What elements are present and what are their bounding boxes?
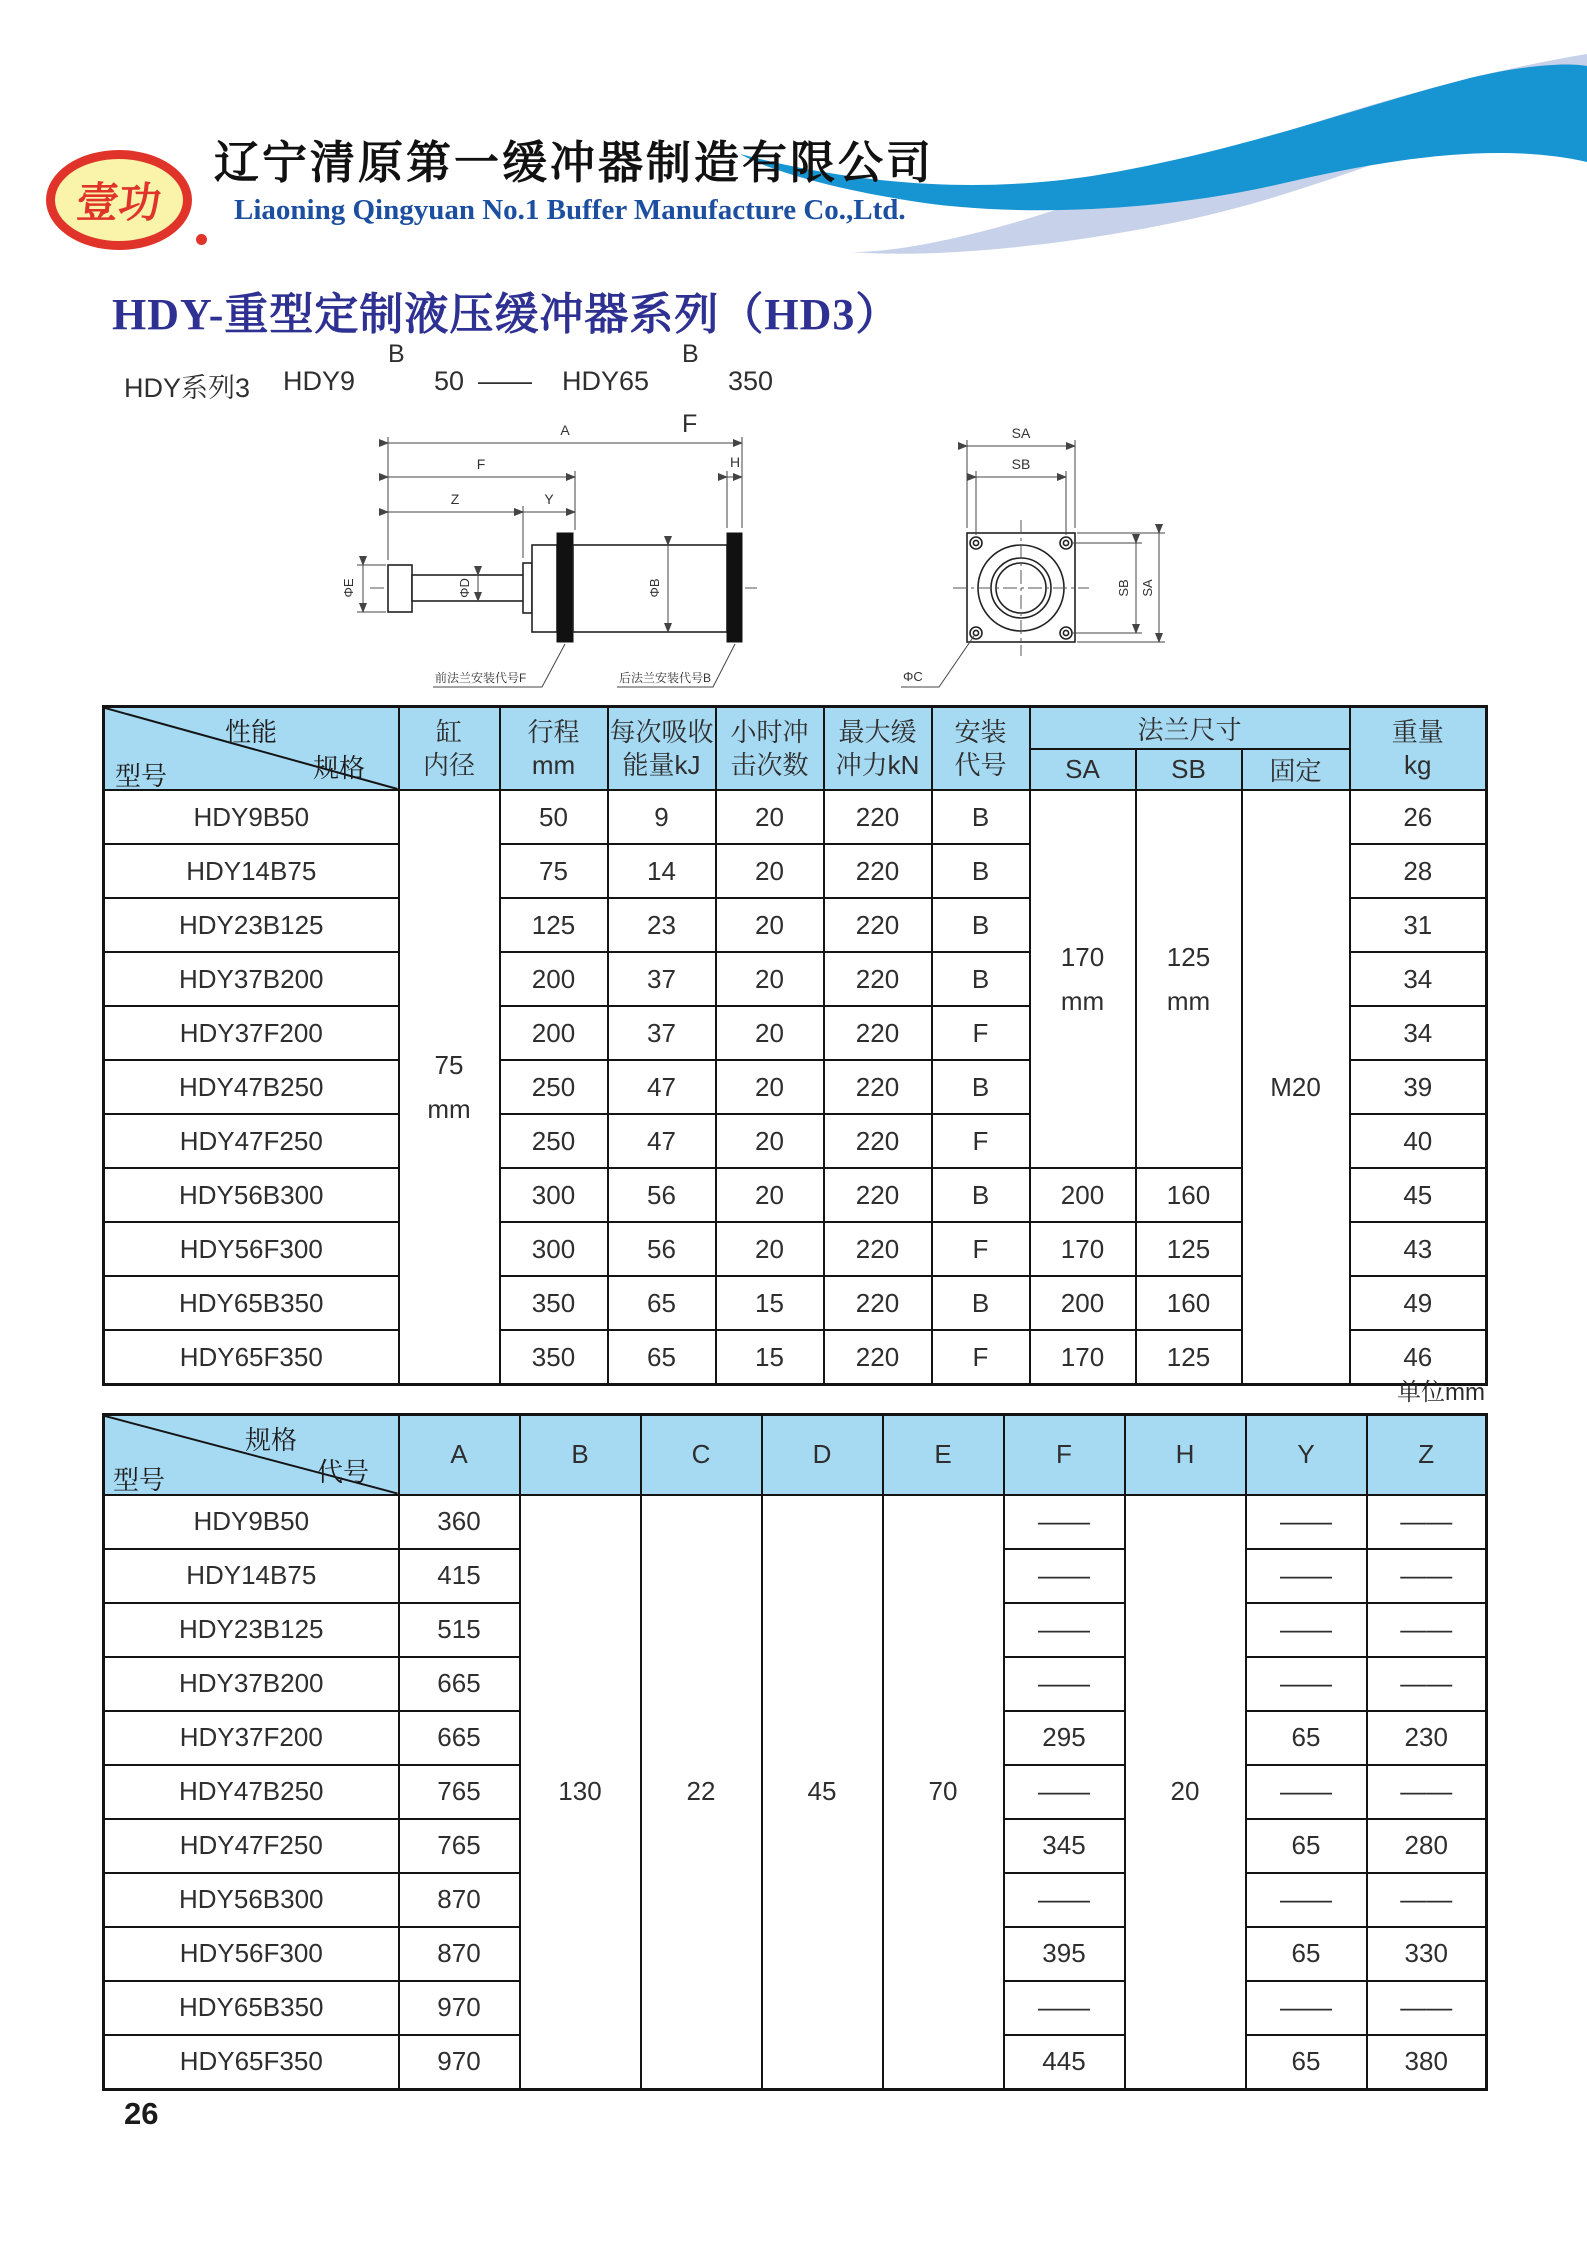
cell-stroke: 250 (500, 1114, 608, 1168)
cell-weight: 28 (1350, 844, 1487, 898)
cell-energy: 65 (608, 1330, 716, 1385)
cell-z: 280 (1367, 1819, 1487, 1873)
cell-model: HDY23B125 (104, 1603, 399, 1657)
header-flange-group: 法兰尺寸 (1030, 707, 1350, 750)
cell-model: HDY56F300 (104, 1222, 399, 1276)
header-fix: 固定 (1242, 749, 1350, 790)
dim-label-sb-top: SB (1011, 456, 1031, 472)
cell-model: HDY14B75 (104, 1549, 399, 1603)
table2-diagonal-header (104, 1415, 399, 1495)
cell-sa-merged: 170 mm (1030, 790, 1136, 1168)
cell-code: B (932, 898, 1030, 952)
cell-model: HDY9B50 (104, 790, 399, 844)
cell-bore-merged: 75 mm (399, 790, 500, 1385)
cell-fix-merged: M20 (1242, 790, 1350, 1385)
cell-model: HDY56B300 (104, 1168, 399, 1222)
header-col-e: E (883, 1415, 1004, 1495)
cell-sa: 200 (1030, 1276, 1136, 1330)
cell-code: B (932, 952, 1030, 1006)
cell-a: 765 (399, 1765, 520, 1819)
cell-a: 870 (399, 1927, 520, 1981)
cell-code: B (932, 1060, 1030, 1114)
cell-energy: 37 (608, 1006, 716, 1060)
header-impacts: 小时冲 击次数 (716, 707, 824, 791)
cell-a: 765 (399, 1819, 520, 1873)
cell-a: 515 (399, 1603, 520, 1657)
cell-energy: 23 (608, 898, 716, 952)
cell-energy: 56 (608, 1168, 716, 1222)
cell-code: B (932, 844, 1030, 898)
cell-energy: 37 (608, 952, 716, 1006)
header-spec: 规格 (245, 1425, 298, 1455)
cell-z: —— (1367, 1873, 1487, 1927)
cell-a: 360 (399, 1495, 520, 1549)
model-range-end: HDY65 (562, 366, 650, 396)
cell-impacts: 20 (716, 790, 824, 844)
cell-impacts: 20 (716, 1168, 824, 1222)
cell-force: 220 (824, 1114, 932, 1168)
cell-weight: 34 (1350, 1006, 1487, 1060)
header-col-c: C (641, 1415, 762, 1495)
model-range-start-code: B (388, 340, 405, 368)
cell-stroke: 350 (500, 1276, 608, 1330)
cell-stroke: 50 (500, 790, 608, 844)
cell-weight: 26 (1350, 790, 1487, 844)
header-spec: 规格 (313, 753, 366, 783)
cell-impacts: 20 (716, 952, 824, 1006)
cell-y: —— (1246, 1549, 1367, 1603)
rear-flange-label: 后法兰安装代号B (619, 671, 712, 685)
cell-model: HDY37B200 (104, 952, 399, 1006)
cell-f: —— (1004, 1873, 1125, 1927)
dim-label-sb-right: SB (1116, 579, 1131, 597)
cell-force: 220 (824, 1168, 932, 1222)
model-range-end-code-bottom: F (682, 410, 698, 438)
header-mount-code: 安装 代号 (932, 707, 1030, 791)
cell-weight: 34 (1350, 952, 1487, 1006)
flange-face-view-drawing (895, 400, 1225, 700)
cell-f: 395 (1004, 1927, 1125, 1981)
cell-code: B (932, 1168, 1030, 1222)
cell-force: 220 (824, 1330, 932, 1385)
model-range-start: HDY9 (283, 366, 356, 396)
cell-code: B (932, 1276, 1030, 1330)
cell-y: 65 (1246, 1927, 1367, 1981)
cell-force: 220 (824, 952, 932, 1006)
cell-model: HDY14B75 (104, 844, 399, 898)
cell-a: 970 (399, 2035, 520, 2090)
page-title: HDY-重型定制液压缓冲器系列（HD3） (112, 290, 901, 339)
cell-stroke: 200 (500, 952, 608, 1006)
front-flange-label: 前法兰安装代号F (435, 671, 527, 685)
table-row (104, 1495, 1487, 1549)
cell-stroke: 300 (500, 1168, 608, 1222)
cell-weight: 45 (1350, 1168, 1487, 1222)
cell-impacts: 15 (716, 1330, 824, 1385)
cell-energy: 9 (608, 790, 716, 844)
cell-energy: 56 (608, 1222, 716, 1276)
cell-z: 330 (1367, 1927, 1487, 1981)
cell-impacts: 20 (716, 898, 824, 952)
cell-a: 970 (399, 1981, 520, 2035)
cell-weight: 31 (1350, 898, 1487, 952)
cell-impacts: 20 (716, 1006, 824, 1060)
logo-dot-icon (196, 234, 207, 245)
cell-force: 220 (824, 844, 932, 898)
model-range-end-value: 350 (728, 366, 774, 396)
header-weight: 重量 kg (1350, 707, 1487, 791)
buffer-side-view-drawing (265, 420, 765, 710)
cell-model: HDY65F350 (104, 1330, 399, 1385)
company-name-english: Liaoning Qingyuan No.1 Buffer Manufacture Co.,Ltd. (234, 194, 906, 226)
cell-a: 665 (399, 1711, 520, 1765)
cell-model: HDY65B350 (104, 1981, 399, 2035)
model-series-label: HDY系列3 (124, 373, 251, 403)
cell-sb: 160 (1136, 1168, 1242, 1222)
cell-impacts: 20 (716, 844, 824, 898)
dim-label-sa-top: SA (1011, 425, 1031, 441)
model-range-end-code-top: B (682, 340, 699, 368)
header-bore: 缸 内径 (399, 707, 500, 791)
cell-model: HDY47F250 (104, 1114, 399, 1168)
header-energy: 每次吸收 能量kJ (608, 707, 716, 791)
cell-weight: 40 (1350, 1114, 1487, 1168)
cell-impacts: 15 (716, 1276, 824, 1330)
cell-z: —— (1367, 1765, 1487, 1819)
cell-y: —— (1246, 1873, 1367, 1927)
cell-impacts: 20 (716, 1060, 824, 1114)
cell-force: 220 (824, 898, 932, 952)
cell-sb: 125 (1136, 1222, 1242, 1276)
cell-z: —— (1367, 1981, 1487, 2035)
cell-model: HDY9B50 (104, 1495, 399, 1549)
dim-label-y: Y (544, 491, 554, 507)
cell-sa: 170 (1030, 1222, 1136, 1276)
cell-sb: 125 (1136, 1330, 1242, 1385)
header-col-f: F (1004, 1415, 1125, 1495)
header-col-b: B (520, 1415, 641, 1495)
cell-weight: 43 (1350, 1222, 1487, 1276)
dim-label-f: F (476, 456, 486, 472)
cell-f: 345 (1004, 1819, 1125, 1873)
cell-z: —— (1367, 1603, 1487, 1657)
dim-label-phi-c: ΦC (903, 669, 923, 684)
rear-flange-shape (727, 533, 742, 642)
cell-sa: 170 (1030, 1330, 1136, 1385)
cell-model: HDY37F200 (104, 1711, 399, 1765)
cell-force: 220 (824, 1006, 932, 1060)
cell-stroke: 125 (500, 898, 608, 952)
cell-energy: 65 (608, 1276, 716, 1330)
cell-model: HDY23B125 (104, 898, 399, 952)
cell-force: 220 (824, 1060, 932, 1114)
cell-code: F (932, 1330, 1030, 1385)
cell-h-merged: 20 (1125, 1495, 1246, 2090)
table-row (104, 790, 1487, 844)
cell-model: HDY56F300 (104, 1927, 399, 1981)
cell-f: —— (1004, 1495, 1125, 1549)
cell-z: —— (1367, 1549, 1487, 1603)
cell-code: F (932, 1222, 1030, 1276)
header-sa: SA (1030, 749, 1136, 790)
cell-force: 220 (824, 1276, 932, 1330)
cell-f: —— (1004, 1549, 1125, 1603)
cell-stroke: 250 (500, 1060, 608, 1114)
cell-z: 380 (1367, 2035, 1487, 2090)
cell-model: HDY47F250 (104, 1819, 399, 1873)
cell-stroke: 75 (500, 844, 608, 898)
cell-d-merged: 45 (762, 1495, 883, 2090)
cell-weight: 46 (1350, 1330, 1487, 1385)
model-range-separator: —— (478, 366, 532, 396)
cell-weight: 39 (1350, 1060, 1487, 1114)
header-sb: SB (1136, 749, 1242, 790)
header-col-y: Y (1246, 1415, 1367, 1495)
cell-model: HDY47B250 (104, 1060, 399, 1114)
cell-y: 65 (1246, 1711, 1367, 1765)
company-name-chinese: 辽宁清原第一缓冲器制造有限公司 (214, 138, 935, 188)
table1-diagonal-header (104, 707, 399, 791)
cell-stroke: 350 (500, 1330, 608, 1385)
cell-sb: 160 (1136, 1276, 1242, 1330)
cell-y: —— (1246, 1603, 1367, 1657)
front-flange-shape (557, 533, 573, 642)
cell-energy: 14 (608, 844, 716, 898)
header-model: 型号 (113, 1465, 166, 1495)
header-code: 代号 (317, 1457, 370, 1487)
cell-y: 65 (1246, 1819, 1367, 1873)
cell-y: —— (1246, 1495, 1367, 1549)
dim-label-a: A (560, 422, 570, 438)
cell-f: —— (1004, 1603, 1125, 1657)
dim-label-phi-b: ΦB (647, 578, 662, 598)
cell-z: 230 (1367, 1711, 1487, 1765)
cell-f: 295 (1004, 1711, 1125, 1765)
header-col-d: D (762, 1415, 883, 1495)
cell-model: HDY37F200 (104, 1006, 399, 1060)
cell-stroke: 200 (500, 1006, 608, 1060)
dim-label-phi-d: ΦD (457, 578, 472, 598)
cell-b-merged: 130 (520, 1495, 641, 2090)
company-logo (46, 150, 192, 250)
cell-force: 220 (824, 1222, 932, 1276)
cell-energy: 47 (608, 1114, 716, 1168)
header-force: 最大缓 冲力kN (824, 707, 932, 791)
cell-f: 445 (1004, 2035, 1125, 2090)
cell-y: —— (1246, 1765, 1367, 1819)
cell-a: 870 (399, 1873, 520, 1927)
cell-a: 415 (399, 1549, 520, 1603)
cell-c-merged: 22 (641, 1495, 762, 2090)
header-stroke: 行程 mm (500, 707, 608, 791)
cell-f: —— (1004, 1981, 1125, 2035)
header-col-h: H (1125, 1415, 1246, 1495)
cell-code: F (932, 1114, 1030, 1168)
header-model: 型号 (115, 761, 168, 790)
cell-y: —— (1246, 1657, 1367, 1711)
cell-code: B (932, 790, 1030, 844)
dim-label-h: H (729, 454, 741, 470)
cell-stroke: 300 (500, 1222, 608, 1276)
cell-z: —— (1367, 1495, 1487, 1549)
cell-impacts: 20 (716, 1222, 824, 1276)
cell-z: —— (1367, 1657, 1487, 1711)
cell-model: HDY47B250 (104, 1765, 399, 1819)
cell-y: —— (1246, 1981, 1367, 2035)
cell-model: HDY56B300 (104, 1873, 399, 1927)
cell-code: F (932, 1006, 1030, 1060)
cell-impacts: 20 (716, 1114, 824, 1168)
cell-a: 665 (399, 1657, 520, 1711)
header-perf: 性能 (225, 717, 278, 747)
cell-e-merged: 70 (883, 1495, 1004, 2090)
dim-label-z: Z (450, 491, 460, 507)
cell-sa: 200 (1030, 1168, 1136, 1222)
header-col-a: A (399, 1415, 520, 1495)
company-logo-text: 壹功 (74, 181, 163, 227)
unit-note: 单位mm (1397, 1379, 1485, 1406)
cell-force: 220 (824, 790, 932, 844)
page-number: 26 (124, 2096, 159, 2131)
cell-model: HDY65B350 (104, 1276, 399, 1330)
cell-f: —— (1004, 1765, 1125, 1819)
cell-y: 65 (1246, 2035, 1367, 2090)
cell-sb-merged: 125 mm (1136, 790, 1242, 1168)
header-col-z: Z (1367, 1415, 1487, 1495)
cell-f: —— (1004, 1657, 1125, 1711)
cell-model: HDY37B200 (104, 1657, 399, 1711)
dim-label-phi-e: ΦE (341, 578, 356, 598)
performance-table (102, 705, 1488, 1386)
cell-energy: 47 (608, 1060, 716, 1114)
model-range-start-value: 50 (434, 366, 465, 396)
dim-label-sa-right: SA (1140, 579, 1155, 597)
cell-model: HDY65F350 (104, 2035, 399, 2090)
cell-weight: 49 (1350, 1276, 1487, 1330)
dimensions-table (102, 1413, 1488, 2091)
